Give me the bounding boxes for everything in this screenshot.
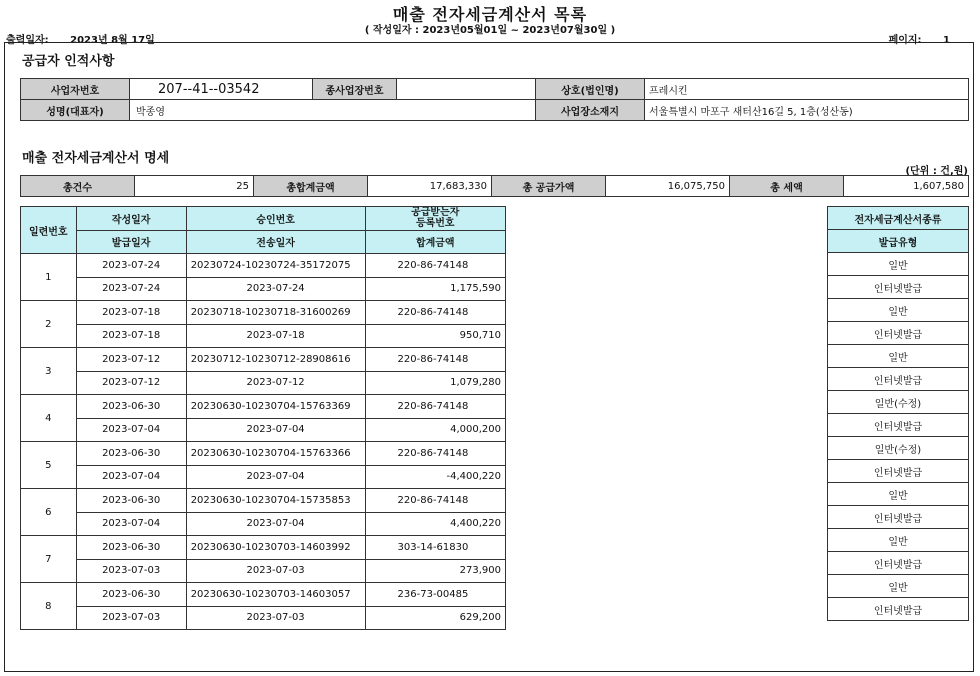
- row-issue-date: 2023-07-03: [76, 559, 186, 583]
- row-seq: 4: [21, 395, 77, 442]
- row-seq: 6: [21, 489, 77, 536]
- total-value: 17,683,330: [368, 176, 492, 197]
- table-row: [828, 529, 969, 552]
- row-invoice-type: 일반: [828, 575, 969, 598]
- row-seq: 1: [21, 254, 77, 301]
- row-issue-type: 인터넷발급: [828, 322, 969, 345]
- table-row: [21, 559, 506, 583]
- row-write-date: 2023-06-30: [76, 489, 186, 513]
- address-value: 서울특별시 마포구 새터산16길 5, 1층(성산동): [645, 100, 969, 121]
- name-value: 박종영: [130, 100, 536, 121]
- document-title: 매출 전자세금계산서 목록: [392, 5, 588, 24]
- row-write-date: 2023-07-18: [76, 301, 186, 325]
- table-row: [828, 322, 969, 345]
- row-invoice-type: 일반(수정): [828, 437, 969, 460]
- row-approval-no: 20230718-10230718-31600269: [186, 301, 365, 325]
- name-label: 성명(대표자): [21, 100, 130, 121]
- row-approval-no: 20230724-10230724-35172075: [186, 254, 365, 278]
- col-seq: 일련번호: [21, 207, 77, 254]
- row-receiver-no: 220-86-74148: [365, 348, 505, 372]
- table-row: [828, 575, 969, 598]
- reg-no-value: 207--41--03542: [130, 79, 313, 100]
- row-receiver-no: 220-86-74148: [365, 442, 505, 466]
- table-row: [21, 395, 506, 419]
- row-seq: 2: [21, 301, 77, 348]
- row-receiver-no: 220-86-74148: [365, 301, 505, 325]
- row-send-date: 2023-07-03: [186, 606, 365, 630]
- row-issue-date: 2023-07-12: [76, 371, 186, 395]
- row-issue-date: 2023-07-03: [76, 606, 186, 630]
- col-total-amount: 합계금액: [365, 230, 505, 254]
- count-value: 25: [135, 176, 254, 197]
- col-invoice-type: 전자세금계산서종류: [828, 207, 969, 230]
- row-total-amount: 4,000,200: [365, 418, 505, 442]
- print-date-label: 출력일자:: [6, 35, 49, 46]
- row-send-date: 2023-07-04: [186, 418, 365, 442]
- table-row: [21, 512, 506, 536]
- row-total-amount: 1,175,590: [365, 277, 505, 301]
- table-row: [828, 506, 969, 529]
- row-receiver-no: 220-86-74148: [365, 395, 505, 419]
- row-send-date: 2023-07-04: [186, 512, 365, 536]
- col-issue-type: 발급유형: [828, 230, 969, 253]
- row-send-date: 2023-07-18: [186, 324, 365, 348]
- supplier-section-title: 공급자 인적사항: [22, 54, 115, 69]
- table-row: [828, 414, 969, 437]
- table-row: [828, 368, 969, 391]
- row-invoice-type: 일반: [828, 345, 969, 368]
- row-invoice-type: 일반: [828, 253, 969, 276]
- count-label: 총건수: [21, 176, 135, 197]
- row-issue-type: 인터넷발급: [828, 552, 969, 575]
- col-approval-no: 승인번호: [186, 207, 365, 231]
- branch-label: 종사업장번호: [313, 79, 397, 100]
- total-label: 총합계금액: [254, 176, 368, 197]
- table-row: [828, 345, 969, 368]
- row-total-amount: 1,079,280: [365, 371, 505, 395]
- address-label: 사업장소재지: [536, 100, 645, 121]
- branch-value: [397, 79, 536, 100]
- row-approval-no: 20230712-10230712-28908616: [186, 348, 365, 372]
- row-total-amount: -4,400,220: [365, 465, 505, 489]
- table-row: [21, 254, 506, 278]
- row-issue-type: 인터넷발급: [828, 368, 969, 391]
- company-label: 상호(법인명): [536, 79, 645, 100]
- invoice-table-left: [20, 206, 506, 630]
- row-invoice-type: 일반: [828, 529, 969, 552]
- table-row: [828, 437, 969, 460]
- table-row: [828, 460, 969, 483]
- row-approval-no: 20230630-10230704-15763366: [186, 442, 365, 466]
- table-row: [21, 606, 506, 630]
- row-seq: 8: [21, 583, 77, 630]
- row-seq: 7: [21, 536, 77, 583]
- row-invoice-type: 일반: [828, 299, 969, 322]
- table-row: [828, 276, 969, 299]
- table-row: [21, 301, 506, 325]
- col-write-date: 작성일자: [76, 207, 186, 231]
- row-total-amount: 950,710: [365, 324, 505, 348]
- table-row: [21, 277, 506, 301]
- supplier-table: [20, 78, 969, 121]
- table-row: [21, 418, 506, 442]
- row-issue-date: 2023-07-04: [76, 465, 186, 489]
- row-issue-type: 인터넷발급: [828, 598, 969, 621]
- row-issue-type: 인터넷발급: [828, 276, 969, 299]
- col-receiver-no: 공급받는자 등록번호: [365, 207, 505, 231]
- invoice-list: [20, 206, 969, 644]
- unit-label: (단위 : 건,원): [905, 166, 968, 177]
- row-issue-date: 2023-07-24: [76, 277, 186, 301]
- row-receiver-no: 220-86-74148: [365, 254, 505, 278]
- row-seq: 3: [21, 348, 77, 395]
- table-row: [21, 348, 506, 372]
- supply-value: 16,075,750: [606, 176, 730, 197]
- table-row: [828, 598, 969, 621]
- supply-label: 총 공급가액: [492, 176, 606, 197]
- row-total-amount: 273,900: [365, 559, 505, 583]
- row-write-date: 2023-07-12: [76, 348, 186, 372]
- table-row: [21, 583, 506, 607]
- row-write-date: 2023-06-30: [76, 536, 186, 560]
- table-row: [828, 391, 969, 414]
- row-invoice-type: 일반: [828, 483, 969, 506]
- row-send-date: 2023-07-24: [186, 277, 365, 301]
- table-row: [21, 371, 506, 395]
- row-write-date: 2023-06-30: [76, 395, 186, 419]
- company-value: 프레시킨: [645, 79, 969, 100]
- row-issue-type: 인터넷발급: [828, 414, 969, 437]
- row-send-date: 2023-07-03: [186, 559, 365, 583]
- row-approval-no: 20230630-10230703-14603992: [186, 536, 365, 560]
- period-range: ( 작성일자 : 2023년05월01일 ~ 2023년07월30일 ): [364, 25, 616, 36]
- table-row: [21, 442, 506, 466]
- row-issue-date: 2023-07-18: [76, 324, 186, 348]
- summary-table: [20, 175, 969, 197]
- table-row: [828, 483, 969, 506]
- table-row: [828, 552, 969, 575]
- tax-label: 총 세액: [730, 176, 844, 197]
- row-invoice-type: 일반(수정): [828, 391, 969, 414]
- row-issue-date: 2023-07-04: [76, 418, 186, 442]
- col-issue-date: 발급일자: [76, 230, 186, 254]
- detail-section-title: 매출 전자세금계산서 명세: [22, 151, 170, 166]
- reg-no-label: 사업자번호: [21, 79, 130, 100]
- table-row: [21, 489, 506, 513]
- row-issue-type: 인터넷발급: [828, 460, 969, 483]
- row-receiver-no: 303-14-61830: [365, 536, 505, 560]
- row-write-date: 2023-07-24: [76, 254, 186, 278]
- row-issue-date: 2023-07-04: [76, 512, 186, 536]
- row-approval-no: 20230630-10230704-15735853: [186, 489, 365, 513]
- table-row: [21, 465, 506, 489]
- row-approval-no: 20230630-10230704-15763369: [186, 395, 365, 419]
- row-receiver-no: 236-73-00485: [365, 583, 505, 607]
- table-row: [21, 536, 506, 560]
- page-label: 페이지:: [888, 35, 922, 46]
- row-issue-type: 인터넷발급: [828, 506, 969, 529]
- table-row: [828, 299, 969, 322]
- row-receiver-no: 220-86-74148: [365, 489, 505, 513]
- tax-value: 1,607,580: [844, 176, 969, 197]
- col-send-date: 전송일자: [186, 230, 365, 254]
- row-seq: 5: [21, 442, 77, 489]
- print-date-value: 2023년 8월 17일: [70, 35, 155, 46]
- invoice-table-right: [827, 206, 969, 621]
- row-approval-no: 20230630-10230703-14603057: [186, 583, 365, 607]
- table-row: [828, 253, 969, 276]
- row-total-amount: 629,200: [365, 606, 505, 630]
- row-send-date: 2023-07-12: [186, 371, 365, 395]
- row-write-date: 2023-06-30: [76, 442, 186, 466]
- row-total-amount: 4,400,220: [365, 512, 505, 536]
- page-value: 1: [943, 35, 950, 46]
- row-send-date: 2023-07-04: [186, 465, 365, 489]
- table-row: [21, 324, 506, 348]
- row-write-date: 2023-06-30: [76, 583, 186, 607]
